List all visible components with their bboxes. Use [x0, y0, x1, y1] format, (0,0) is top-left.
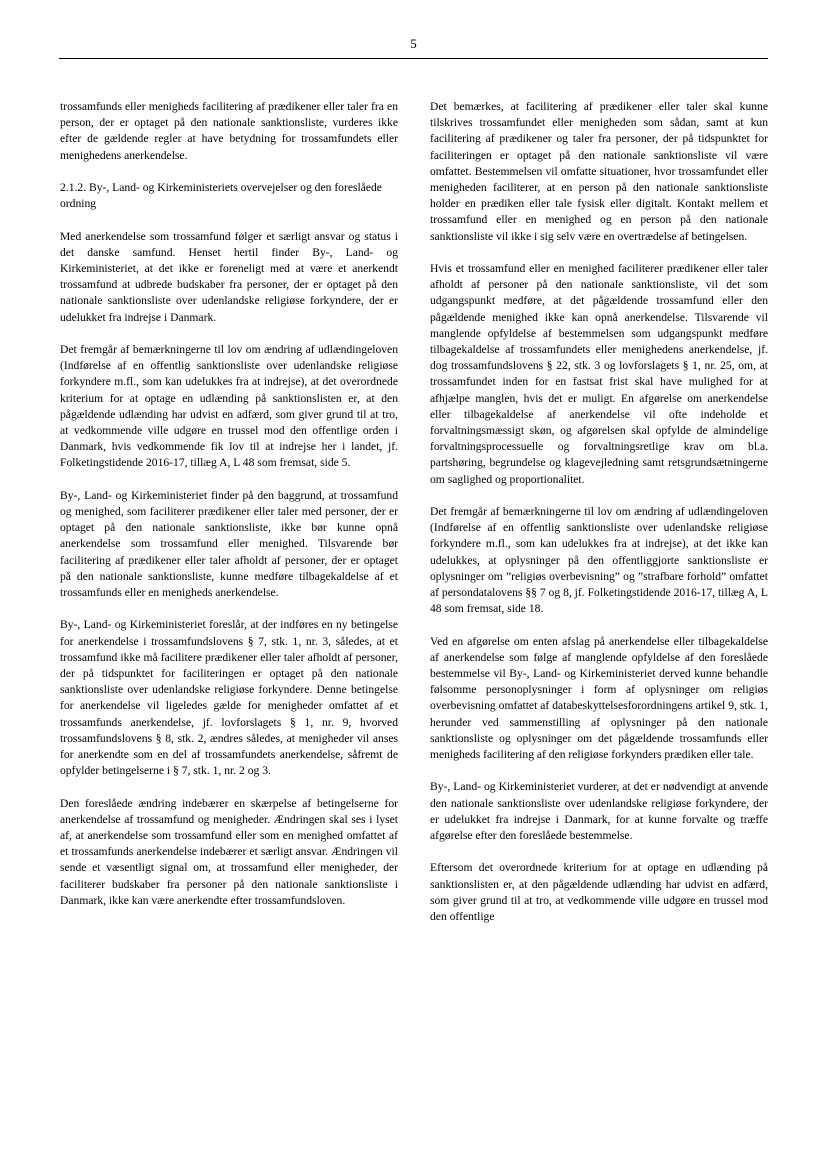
- paragraph: Eftersom det overordnede kriterium for at optage en udlænding på sanktionslisten er, at den pågældende udlænding har udvist en adfærd, som giver grund til at tro, at vedkommende ville udgøre en trussel mod den offentlige: [430, 861, 768, 924]
- paragraph: By-, Land- og Kirkeministeriet finder på den baggrund, at trossamfund og menighed, som faciliterer prædikener eller taler med personer, der er optaget på den nationale sanktionsliste, ikke bør kunne opnå anerkendelse som trossamfund eller menighed. Tilsvarende bør facilitering af prædikener eller taler afholdt af personer, der er optaget på den nationale sanktionsliste, kunne medføre tilbagekaldelse af et trossamfunds eller en menigheds anerkendelse.: [60, 488, 398, 600]
- header-rule: [59, 58, 768, 59]
- paragraph: Det bemærkes, at facilitering af prædikener eller taler skal kunne tilskrives trossamfundet eller menigheden som sådan, samt at kun facilitering af prædikener og taler fra personer, der på tidspunktet for faciliteringen er optaget på den nationale sanktionsliste vil være omfattet. Bestemmelsen vil omfatte situationer, hvor trossamfundet eller menigheden faciliterer, at en person på den nationale sanktionsliste holder en prædiken eller tale fysisk eller digitalt. Kontakt mellem et trossamfund eller en menighed og en person på den nationale sanktionsliste vil ikke i sig selv være en overtrædelse af betingelsen.: [430, 100, 768, 243]
- section-heading: 2.1.2. By-, Land- og Kirkeministeriets overvejelser og den foreslåede ordning: [60, 181, 382, 211]
- paragraph: By-, Land- og Kirkeministeriet vurderer, at det er nødvendigt at anvende den nationale sanktionsliste over udenlandske religiøse forkyndere, der er udelukket fra indrejse i Danmark, for at kunne forvalte og træffe afgørelse efter den foreslåede bestemmelse.: [430, 780, 768, 843]
- paragraph: Med anerkendelse som trossamfund følger et særligt ansvar og status i det danske samfund. Henset hertil finder By-, Land- og Kirkeministeriet, at det ikke er foreneligt med at være et anerkendt trossamfund at udbrede budskaber fra personer, der er optaget på den nationale sanktionsliste over udenlandske religiøse forkyndere, der er udelukket fra indrejse i Danmark.: [60, 229, 398, 324]
- paragraph: trossamfunds eller menigheds facilitering af prædikener eller taler fra en person, der er optaget på den nationale sanktionsliste, vurderes ikke efter de gældende regler at have betydning for trossamfundets eller menighedens anerkendelse.: [60, 100, 398, 162]
- paragraph: Det fremgår af bemærkningerne til lov om ændring af udlændingeloven (Indførelse af en offentlig sanktionsliste over udenlandske religiøse forkyndere m.fl., som kan udelukkes fra at indrejse), at det overordnede kriterium for at optage en udlænding på sanktionslisten er, at den pågældende udlænding har udvist en adfærd, som giver grund til at tro, at vedkommende ville udgøre en trussel mod den offentlige orden i Danmark, hvis vedkommende fik lov til at indrejse her i landet, jf. Folketingstidende 2016-17, tillæg A, L 48 som fremsat, side 5.: [60, 343, 398, 470]
- paragraph: Hvis et trossamfund eller en menighed faciliterer prædikener eller taler afholdt af personer på den nationale sanktionsliste, vil det som udgangspunkt medføre, at det pågældende trossamfund eller den pågældende menighed ikke kan opnå anerkendelse. Tilsvarende vil manglende opfyldelse af bestemmelsen som udgangspunkt medføre tilbagekaldelse af trossamfundets eller menighedens anerkendelse, jf. dog trossamfundslovens § 22, stk. 3 og lovforslagets § 1, nr. 25, om, at trossamfundet inden for en fastsat frist skal have mulighed for at afhjælpe manglen, hvis det er muligt. En afgørelse om anerkendelse eller tilbagekaldelse af anerkendelse vil ofte indeholde et forvaltningsmæssigt skøn, og afgørelsen skal opfylde de almindelige forvaltningsprocessuelle og forvaltningsretlige krav om bl.a. partshøring, begrundelse og klagevejledning samt retsgrundsætningerne om saglighed og proportionalitet.: [430, 262, 768, 486]
- paragraph: Den foreslåede ændring indebærer en skærpelse af betingelserne for anerkendelse af trossamfund og menigheder. Ændringen skal ses i lyset af, at anerkendelse som trossamfund eller som en menighed omfattet af et trossamfunds anerkendelse indebærer et særligt ansvar. Ændringen vil sende et væsentligt signal om, at trossamfund eller menigheder, der faciliterer budskaber fra personer på den nationale sanktionsliste i Danmark, ikke kan være anerkendte efter trossamfundsloven.: [60, 796, 398, 907]
- paragraph: Ved en afgørelse om enten afslag på anerkendelse eller tilbagekaldelse af anerkendelse som følge af manglende opfyldelse af den foreslåede bestemmelse vil By-, Land- og Kirkeministeriet derved kunne behandle følsomme personoplysninger i form af oplysninger om religiøs overbevisning omfattet af databeskyttelsesforordningens artikel 9, stk. 1, herunder ved sammenstilling af oplysninger på den nationale sanktionsliste og oplysninger om det pågældende trossamfunds eller menigheds facilitering af den religiøse forkynders prædiken eller tale.: [430, 634, 768, 762]
- page-number: 5: [410, 36, 417, 51]
- right-column: [430, 99, 768, 941]
- left-column: [60, 99, 398, 925]
- paragraph: By-, Land- og Kirkeministeriet foreslår, at der indføres en ny betingelse for anerkendelse i trossamfundslovens § 7, stk. 1, nr. 3, således, at et trossamfund ikke må facilitere prædikener eller taler afholdt af personer, der på tidspunktet for faciliteringen er optaget på den nationale sanktionsliste over udenlandske religiøse forkyndere. Denne betingelse for anerkendelse vil ligeledes gælde for menigheder omfattet af et trossamfunds anerkendelse, jf. lovforslagets § 1, nr. 9, hvorved trossamfundslovens § 8, stk. 2, ændres således, at menigheder vil anses for anerkendte som en del af trossamfundets anerkendelse, såfremt de opfylder betingelserne i § 7, stk. 1, nr. 2 og 3.: [60, 618, 398, 778]
- paragraph: Det fremgår af bemærkningerne til lov om ændring af udlændingeloven (Indførelse af en offentlig sanktionsliste over udenlandske religiøse forkyndere m.fl., som kan udelukkes fra at indrejse), at det ikke kan udelukkes, at oplysninger på den offentliggjorte sanktionsliste er oplysninger om ”religiøs overbevisning” og ”strafbare forhold” omfattet af persondatalovens §§ 7 og 8, jf. Folketingstidende 2016-17, tillæg A, L 48 som fremsat, side 18.: [430, 505, 768, 616]
